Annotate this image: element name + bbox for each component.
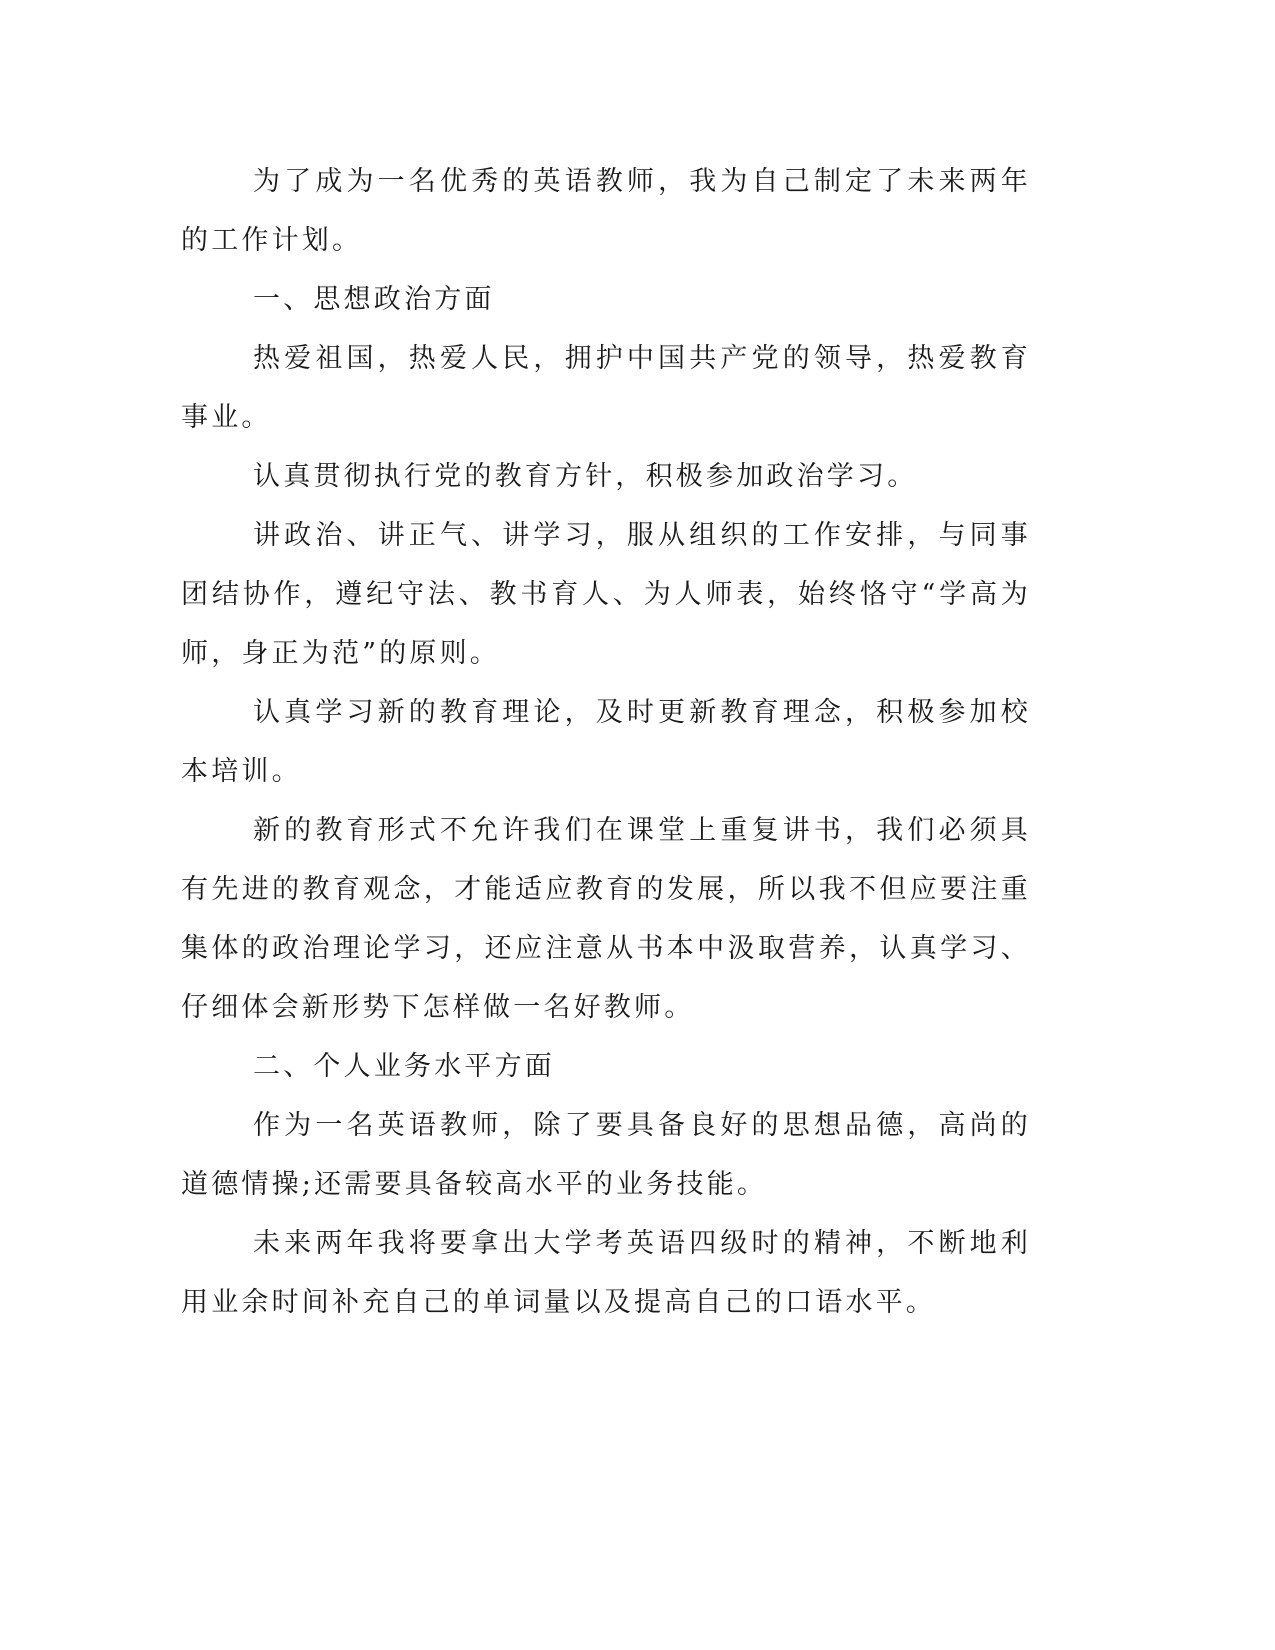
paragraph-policy: 认真贯彻执行党的教育方针，积极参加政治学习。 (253, 461, 918, 492)
document-body (181, 152, 1031, 1332)
paragraph-future-plan: 未来两年我将要拿出大学考英语四级时的精神，不断地利用业余时间补充自己的单词量以及提高自己的口语水平。 (181, 1228, 1031, 1318)
paragraph-intro: 为了成为一名优秀的英语教师，我为自己制定了未来两年的工作计划。 (181, 166, 1031, 256)
paragraph-conduct: 讲政治、讲正气、讲学习，服从组织的工作安排，与同事团结协作，遵纪守法、教书育人、为人师表，始终恪守“学高为师，身正为范”的原则。 (181, 520, 1031, 669)
paragraph-love-country: 热爱祖国，热爱人民，拥护中国共产党的领导，热爱教育事业。 (181, 343, 1031, 433)
paragraph-skills: 作为一名英语教师，除了要具备良好的思想品德，高尚的道德情操;还需要具备较高水平的业务技能。 (181, 1110, 1031, 1200)
section-heading-political: 一、思想政治方面 (253, 284, 495, 315)
paragraph-new-education: 新的教育形式不允许我们在课堂上重复讲书，我们必须具有先进的教育观念，才能适应教育的发展，所以我不但应要注重集体的政治理论学习，还应注意从书本中汲取营养，认真学习、仔细体会新形势下怎样做一名好教师。 (181, 815, 1031, 1023)
paragraph-theory: 认真学习新的教育理论，及时更新教育理念，积极参加校本培训。 (181, 697, 1031, 787)
section-heading-professional: 二、个人业务水平方面 (253, 1051, 555, 1082)
